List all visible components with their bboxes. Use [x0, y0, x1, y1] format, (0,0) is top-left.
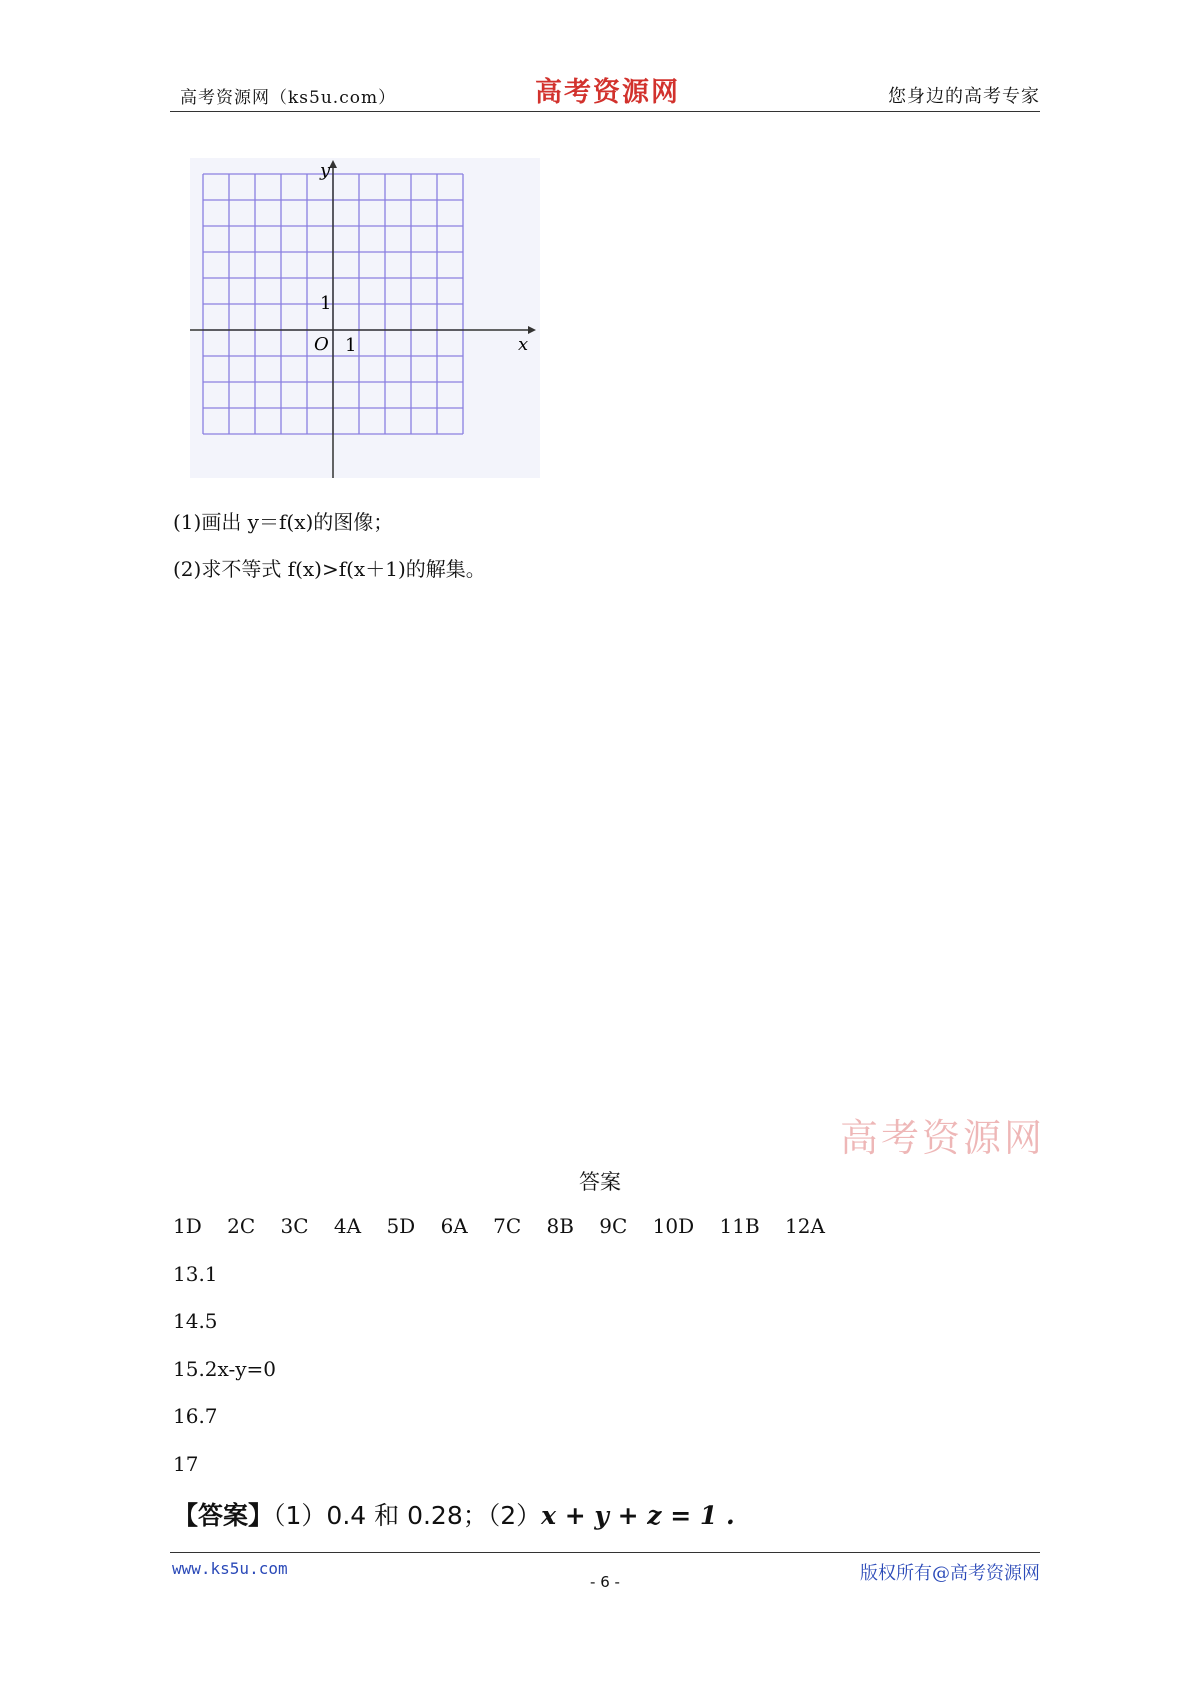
- answer-15: 15.2x-y=0: [173, 1357, 276, 1381]
- choice-answer: 3C: [280, 1214, 309, 1238]
- choice-answers: [173, 1214, 844, 1238]
- answers-title: 答案: [579, 1170, 621, 1194]
- choice-answer: 8B: [546, 1214, 574, 1238]
- choice-answer: 11B: [719, 1214, 760, 1238]
- choice-answer: 6A: [440, 1214, 468, 1238]
- x-axis-label: x: [518, 334, 529, 355]
- choice-answer: 12A: [785, 1214, 825, 1238]
- coordinate-grid-figure: [190, 158, 540, 478]
- header-slogan: 您身边的高考专家: [888, 86, 1040, 107]
- answer-17-number: 17: [173, 1452, 199, 1476]
- choice-answer: 2C: [227, 1214, 256, 1238]
- question-part-1: (1)画出 y＝f(x)的图像；: [173, 510, 394, 534]
- answer-17-equation: x + y + z = 1 .: [541, 1501, 735, 1530]
- answer-17-part1: （1）0.4 和 0.28；: [273, 1501, 488, 1530]
- answer-16: 16.7: [173, 1404, 218, 1428]
- page-number: - 6 -: [590, 1573, 620, 1591]
- choice-answer: 1D: [173, 1214, 202, 1238]
- coordinate-grid: [190, 158, 540, 478]
- page-footer: [170, 1552, 1040, 1593]
- page-header: [170, 77, 1040, 112]
- answer-17-part2: （2）: [487, 1501, 542, 1530]
- y-tick-label: 1: [320, 293, 332, 314]
- header-rule: [170, 111, 1040, 112]
- header-site: 高考资源网（ks5u.com）: [180, 88, 397, 108]
- footer-copyright: 版权所有@高考资源网: [860, 1563, 1040, 1584]
- answer-bracket-label: 【答案】: [173, 1501, 274, 1530]
- answer-17-content: [173, 1496, 735, 1532]
- choice-answer: 4A: [333, 1214, 362, 1238]
- choice-answer: 7C: [493, 1214, 522, 1238]
- answer-14: 14.5: [173, 1309, 218, 1333]
- question-part-2: (2)求不等式 f(x)>f(x＋1)的解集。: [173, 557, 486, 581]
- y-axis-label: y: [320, 160, 331, 181]
- choice-answer: 10D: [652, 1214, 695, 1238]
- watermark: 高考资源网: [840, 1116, 1046, 1160]
- origin-label: O: [314, 334, 329, 355]
- choice-answer: 5D: [386, 1214, 416, 1238]
- y-axis-arrow: [329, 160, 337, 168]
- choice-answer: 9C: [599, 1214, 628, 1238]
- x-axis-arrow: [528, 326, 536, 334]
- answer-13: 13.1: [173, 1262, 218, 1286]
- header-logo: 高考资源网: [535, 77, 680, 108]
- x-tick-label: 1: [345, 335, 357, 356]
- footer-url[interactable]: www.ks5u.com: [172, 1559, 288, 1578]
